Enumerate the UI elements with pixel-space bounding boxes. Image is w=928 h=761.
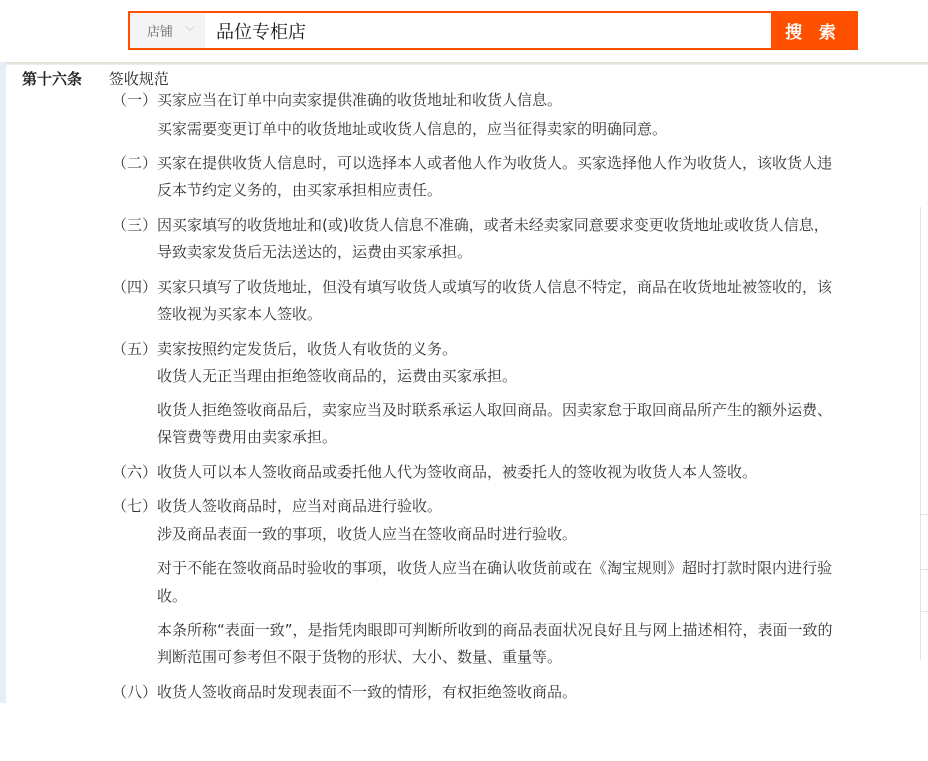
clause-continuation: 导致卖家发货后无法送达的，运费由买家承担。 bbox=[157, 243, 473, 261]
clause-number: （二） bbox=[112, 154, 158, 172]
clause-item bbox=[112, 212, 829, 239]
clause-text: 买家在提供收货人信息时，可以选择本人或者他人作为收货人。买家选择他人作为收货人，该收货人违 bbox=[157, 154, 833, 172]
article-title: 签收规范 bbox=[108, 70, 169, 88]
left-border bbox=[0, 62, 6, 703]
clause-text: 买家应当在订单中向卖家提供准确的收货地址和收货人信息。 bbox=[157, 91, 563, 109]
clause-number: （五） bbox=[112, 340, 158, 358]
clause-continuation: 判断范围可参考但不限于货物的形状、大小、数量、重量等。 bbox=[157, 648, 563, 666]
clause-continuation: 收货人无正当理由拒绝签收商品的，运费由买家承担。 bbox=[157, 367, 518, 385]
panel-divider bbox=[921, 611, 928, 612]
clause-continuation: 收货人拒绝签收商品后，卖家应当及时联系承运人取回商品。因卖家怠于取回商品所产生的额外运费、 bbox=[157, 401, 833, 419]
clause-item bbox=[112, 150, 832, 177]
clause-item bbox=[112, 336, 457, 363]
clause-continuation: 保管费等费用由卖家承担。 bbox=[157, 428, 338, 446]
clause-number: （八） bbox=[112, 683, 158, 701]
panel-divider bbox=[921, 514, 928, 515]
clause-number: （三） bbox=[112, 216, 158, 234]
search-bar bbox=[128, 11, 858, 50]
clause-continuation: 买家需要变更订单中的收货地址或收货人信息的，应当征得卖家的明确同意。 bbox=[157, 120, 668, 138]
clause-number: （一） bbox=[112, 91, 158, 109]
clause-number: （四） bbox=[112, 278, 158, 296]
clause-text: 收货人签收商品时，应当对商品进行验收。 bbox=[157, 497, 443, 515]
rules-document bbox=[0, 62, 928, 703]
clause-continuation: 涉及商品表面一致的事项，收货人应当在签收商品时进行验收。 bbox=[157, 525, 578, 543]
clause-continuation: 签收视为买家本人签收。 bbox=[157, 305, 323, 323]
clause-item bbox=[112, 274, 832, 301]
search-input[interactable] bbox=[205, 13, 771, 48]
clause-number: （六） bbox=[112, 463, 158, 481]
search-scope-label: 店铺 bbox=[147, 25, 174, 40]
clause-continuation: 反本节约定义务的，由买家承担相应责任。 bbox=[157, 181, 443, 199]
clause-item bbox=[112, 679, 577, 703]
clause-continuation: 本条所称“表面一致”，是指凭肉眼即可判断所收到的商品表面状况良好且与网上描述相符，表面一致的 bbox=[157, 621, 833, 639]
header-divider bbox=[0, 62, 928, 65]
clause-number: （七） bbox=[112, 497, 158, 515]
clause-item bbox=[112, 459, 757, 486]
clause-text: 收货人可以本人签收商品或委托他人代为签收商品，被委托人的签收视为收货人本人签收。 bbox=[157, 463, 758, 481]
clause-item bbox=[112, 87, 562, 114]
clause-text: 买家只填写了收货地址，但没有填写收货人或填写的收货人信息不特定，商品在收货地址被签收的，该 bbox=[157, 278, 833, 296]
clause-item bbox=[112, 493, 442, 520]
article-heading bbox=[22, 68, 169, 89]
clause-text: 因买家填写的收货地址和(或)收货人信息不准确，或者未经卖家同意要求变更收货地址或收货人信息， bbox=[157, 216, 829, 234]
clause-text: 收货人签收商品时发现表面不一致的情形，有权拒绝签收商品。 bbox=[157, 683, 578, 701]
side-floating-panel[interactable] bbox=[920, 207, 928, 660]
clause-continuation: 收。 bbox=[157, 587, 188, 605]
article-number: 第十六条 bbox=[22, 70, 83, 88]
panel-divider bbox=[921, 569, 928, 570]
search-scope-dropdown[interactable] bbox=[130, 13, 205, 48]
clause-text: 卖家按照约定发货后，收货人有收货的义务。 bbox=[157, 340, 458, 358]
search-button[interactable]: 搜 索 bbox=[771, 13, 856, 48]
clause-continuation: 对于不能在签收商品时验收的事项，收货人应当在确认收货前或在《淘宝规则》超时打款时限内进行验 bbox=[157, 559, 833, 577]
chevron-down-icon: ﹀ bbox=[185, 27, 196, 38]
